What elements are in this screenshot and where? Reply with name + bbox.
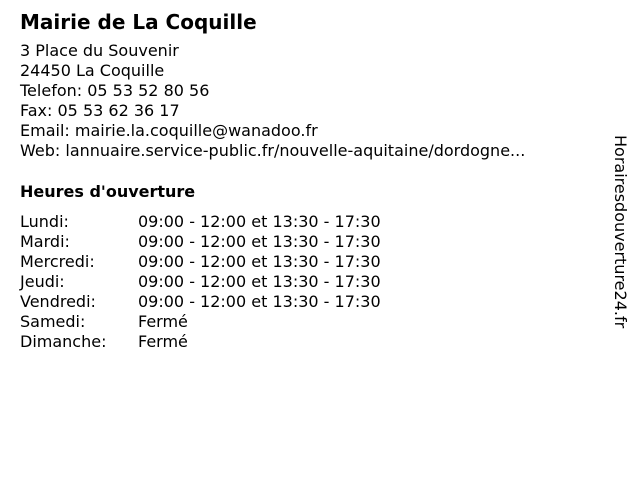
email-address: mairie.la.coquille@wanadoo.fr [74,121,318,140]
fax-line [20,101,600,121]
web-line [20,141,600,161]
hours-heading: Heures d'ouverture [20,182,196,201]
time-value: Fermé [138,312,188,331]
day-label: Jeudi: [20,272,65,291]
hours-row-friday [20,292,600,312]
fax-label: Fax: [20,101,53,120]
day-label: Mardi: [20,232,70,251]
time-value: Fermé [138,332,188,351]
address-street: 3 Place du Souvenir [20,41,179,60]
hours-row-saturday [20,312,600,332]
time-value: 09:00 - 12:00 et 13:30 - 17:30 [138,272,381,291]
day-label: Vendredi: [20,292,96,311]
hours-row-thursday [20,272,600,292]
phone-label: Telefon: [20,81,83,100]
info-card [20,10,600,352]
site-watermark: Horairesdouverture24.fr [611,135,630,329]
web-label: Web: [20,141,61,160]
day-label: Dimanche: [20,332,107,351]
web-url: lannuaire.service-public.fr/nouvelle-aquitaine/dordogne... [65,141,526,160]
time-value: 09:00 - 12:00 et 13:30 - 17:30 [138,252,381,271]
hours-table [20,212,600,352]
fax-number: 05 53 62 36 17 [57,101,180,120]
day-label: Lundi: [20,212,69,231]
day-label: Samedi: [20,312,86,331]
time-value: 09:00 - 12:00 et 13:30 - 17:30 [138,232,381,251]
time-value: 09:00 - 12:00 et 13:30 - 17:30 [138,292,381,311]
hours-row-wednesday [20,252,600,272]
email-line [20,121,600,141]
address-city: 24450 La Coquille [20,61,165,80]
day-label: Mercredi: [20,252,95,271]
time-value: 09:00 - 12:00 et 13:30 - 17:30 [138,212,381,231]
hours-row-monday [20,212,600,232]
hours-row-tuesday [20,232,600,252]
email-label: Email: [20,121,70,140]
page-title: Mairie de La Coquille [20,10,257,34]
phone-line [20,81,600,101]
hours-row-sunday [20,332,600,352]
phone-number: 05 53 52 80 56 [87,81,210,100]
